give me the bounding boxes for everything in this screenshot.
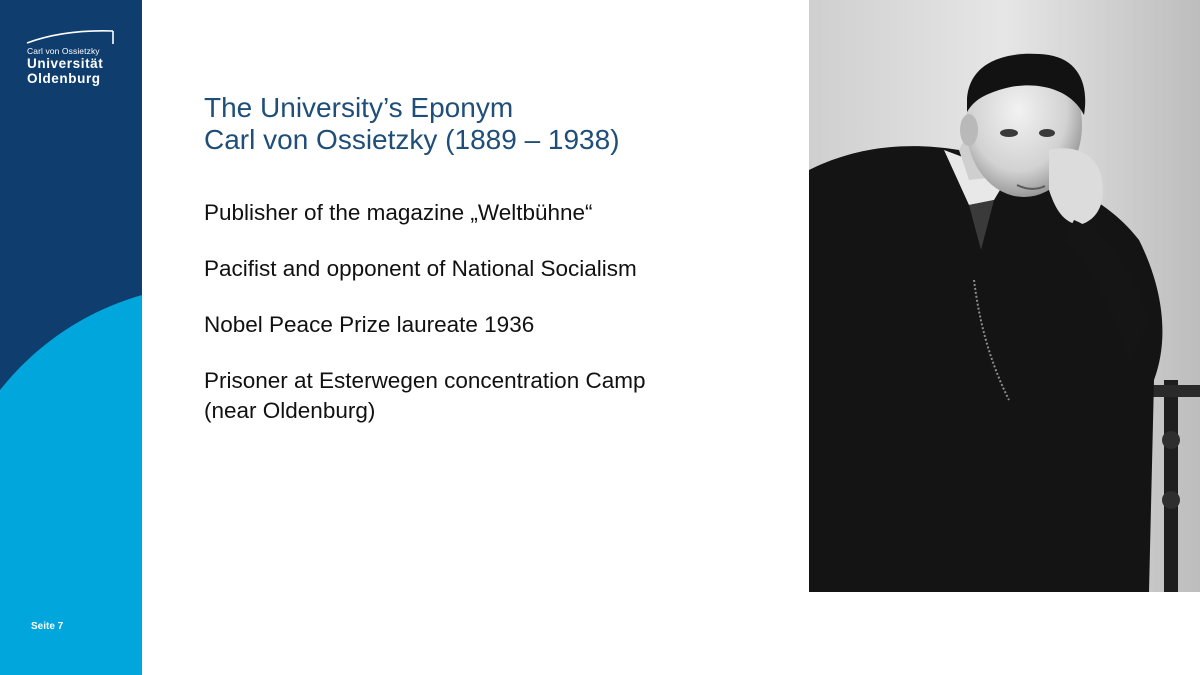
- bullet-item: [204, 366, 784, 426]
- slide-title: [204, 92, 620, 156]
- slide-title-line2: Carl von Ossietzky (1889 – 1938): [204, 124, 620, 155]
- logo-text-line3: Oldenburg: [27, 71, 101, 86]
- bullet-item: Publisher of the magazine „Weltbühne“: [204, 200, 593, 225]
- bullet-list: [204, 198, 784, 452]
- logo-text-line1: Carl von Ossietzky: [27, 46, 100, 56]
- university-logo[interactable]: [24, 28, 120, 90]
- portrait-photo: [809, 0, 1200, 592]
- logo-arc-icon: [24, 28, 120, 48]
- sidebar: [0, 0, 142, 675]
- bullet-item: Pacifist and opponent of National Socialism: [204, 256, 637, 281]
- bullet-item: Nobel Peace Prize laureate 1936: [204, 312, 535, 337]
- slide-title-line1: The University’s Eponym: [204, 92, 514, 123]
- bullet-text: Prisoner at Esterwegen concentration Camp: [204, 368, 646, 393]
- bullet-continuation: (near Oldenburg): [204, 398, 376, 423]
- sidebar-background: [0, 0, 142, 675]
- page-number: Seite 7: [31, 621, 64, 632]
- logo-text-line2: Universität: [27, 56, 104, 71]
- portrait-image: [809, 0, 1200, 592]
